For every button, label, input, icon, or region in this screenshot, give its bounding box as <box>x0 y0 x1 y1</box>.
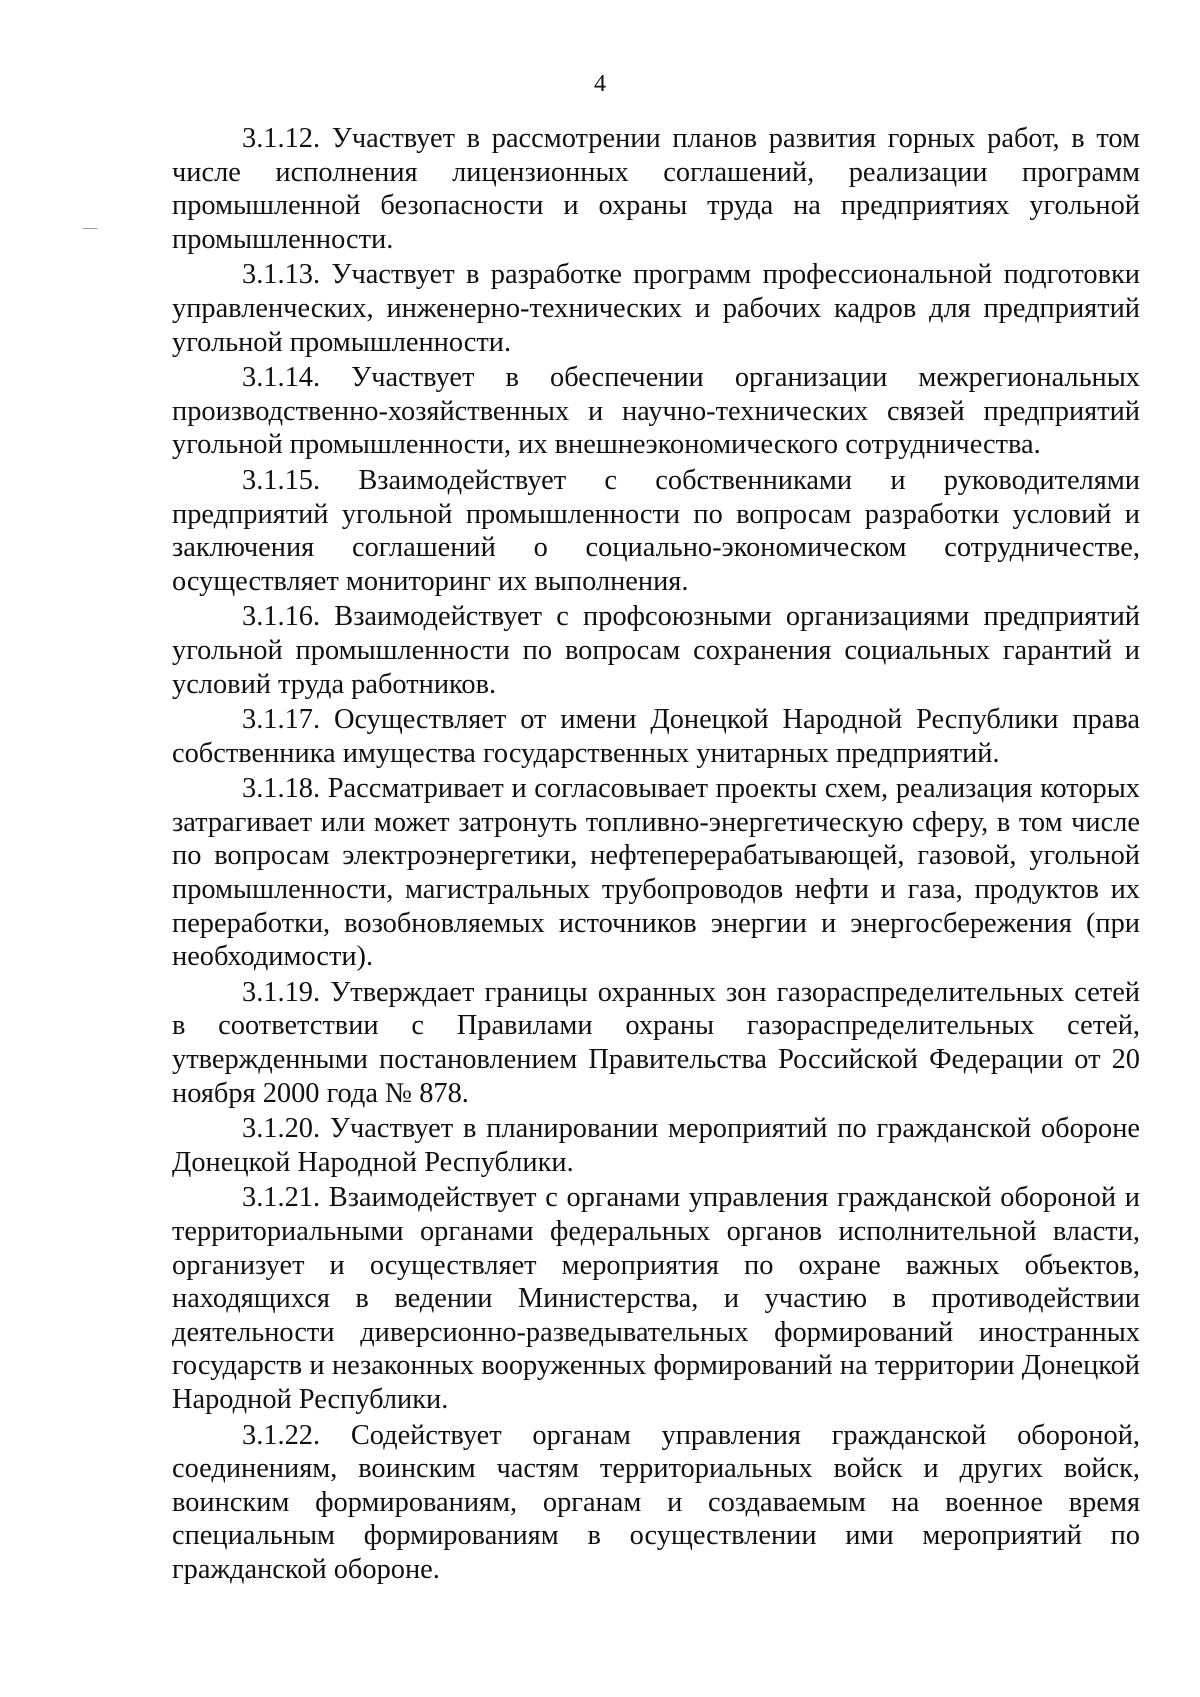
paragraph-3-1-19: 3.1.19. Утверждает границы охранных зон газораспределительных сетей в соответствии с Правилами охраны газораспределительных сетей, утвержденными постановлением Правительства Российской Федерации от 20 ноября 2000 года № 878. <box>172 976 1140 1109</box>
paragraph-3-1-13: 3.1.13. Участвует в разработке программ профессиональной подготовки управленческих, инженерно-технических и рабочих кадров для предприятий угольной промышленности. <box>172 259 1140 358</box>
paragraph-3-1-18: 3.1.18. Рассматривает и согласовывает проекты схем, реализация которых затрагивает или может затронуть топливно-энергетическую сферу, в том числе по вопросам электроэнергетики, нефтеперерабатывающей, газовой, угольной промышленности, магистральных трубопроводов нефти и газа, продуктов их переработки, возобновляемых источников энергии и энергосбережения (при необходимости). <box>172 773 1140 973</box>
document-body <box>172 122 1140 1589</box>
page-number: 4 <box>594 71 606 97</box>
paragraph-3-1-22: 3.1.22. Содействует органам управления гражданской обороной, соединениям, воинским частям территориальных войск и других войск, воинским формированиям, органам и создаваемым на военное время специальным формированиям в осуществлении ими мероприятий по гражданской обороне. <box>172 1419 1140 1585</box>
paragraph-3-1-12: 3.1.12. Участвует в рассмотрении планов развития горных работ, в том числе исполнения лицензионных соглашений, реализации программ промышленной безопасности и охраны труда на предприятиях угольной промышленности. <box>172 123 1140 255</box>
paragraph-3-1-21: 3.1.21. Взаимодействует с органами управления гражданской обороной и территориальными органами федеральных органов исполнительной власти, организует и осуществляет мероприятия по охране важных объектов, находящихся в ведении Министерства, и участию в противодействии деятельности диверсионно-разведывательных формирований иностранных государств и незаконных вооруженных формирований на территории Донецкой Народной Республики. <box>172 1182 1140 1415</box>
paragraph-3-1-16: 3.1.16. Взаимодействует с профсоюзными организациями предприятий угольной промышленности по вопросам сохранения социальных гарантий и условий труда работников. <box>172 601 1140 700</box>
paragraph-3-1-14: 3.1.14. Участвует в обеспечении организации межрегиональных производственно-хозяйственных и научно-технических связей предприятий угольной промышленности, их внешнеэкономического сотрудничества. <box>172 362 1140 461</box>
paragraph-3-1-20: 3.1.20. Участвует в планировании мероприятий по гражданской обороне Донецкой Народной Республики. <box>172 1113 1140 1178</box>
paragraph-3-1-15: 3.1.15. Взаимодействует с собственниками и руководителями предприятий угольной промышленности по вопросам разработки условий и заключения соглашений о социально-экономическом сотрудничестве, осуществляет мониторинг их выполнения. <box>172 464 1140 597</box>
scan-artifact-mark <box>83 228 97 229</box>
paragraph-3-1-17: 3.1.17. Осуществляет от имени Донецкой Народной Республики права собственника имущества государственных унитарных предприятий. <box>172 704 1140 769</box>
